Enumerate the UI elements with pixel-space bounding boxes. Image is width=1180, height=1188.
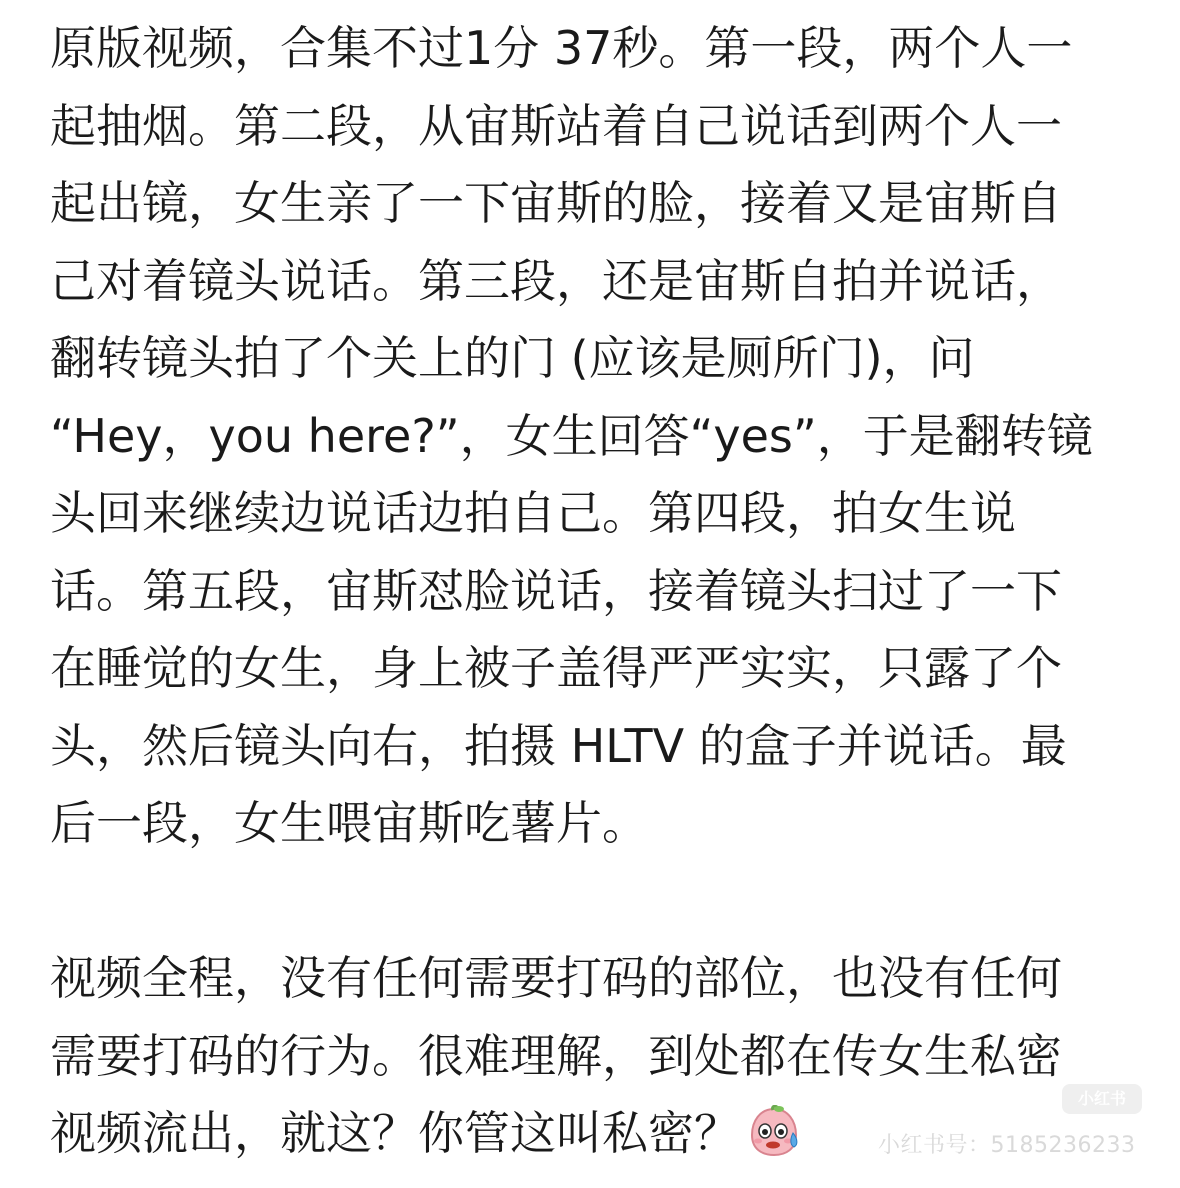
text-line: 起抽烟。第二段，从宙斯站着自己说话到两个人一 bbox=[50, 98, 1062, 153]
text-line: 原版视频，合集不过1分 37秒。第一段，两个人一 bbox=[50, 21, 1073, 75]
text-line: 在睡觉的女生，身上被子盖得严严实实，只露了个 bbox=[50, 641, 1062, 695]
text-line: 头回来继续边说话边拍自己。第四段，拍女生说 bbox=[50, 486, 1016, 540]
text-line: 后一段，女生喂宙斯吃薯片。 bbox=[50, 796, 648, 850]
post-body bbox=[50, 10, 1140, 1173]
text-line: “Hey，you here?”，女生回答“yes”，于是翻转镜 bbox=[50, 408, 1093, 463]
paragraph-gap bbox=[50, 863, 1140, 941]
text-line: 起出镜，女生亲了一下宙斯的脸，接着又是宙斯自 bbox=[50, 176, 1062, 230]
text-line-content: 视频流出，就这？你管这叫私密？ bbox=[50, 1106, 740, 1160]
text-line: 需要打码的行为。很难理解，到处都在传女生私密 bbox=[50, 1028, 1062, 1083]
text-line: 视频全程，没有任何需要打码的部位，也没有任何 bbox=[50, 951, 1062, 1005]
paragraph-1 bbox=[50, 10, 1140, 863]
sweating-peach-face-icon bbox=[746, 1103, 802, 1155]
text-line: 己对着镜头说话。第三段，还是宙斯自拍并说话， bbox=[50, 253, 1062, 308]
xiaohongshu-id-watermark: 小红书号：5185236233 bbox=[878, 1133, 1136, 1158]
xiaohongshu-logo-watermark: 小红书 bbox=[1062, 1084, 1142, 1114]
text-line: 翻转镜头拍了个关上的门 (应该是厕所门)，问 bbox=[50, 331, 975, 385]
text-line: 头，然后镜头向右，拍摄 HLTV 的盒子并说话。最 bbox=[50, 718, 1067, 773]
text-line: 话。第五段，宙斯怼脸说话，接着镜头扫过了一下 bbox=[50, 563, 1062, 618]
